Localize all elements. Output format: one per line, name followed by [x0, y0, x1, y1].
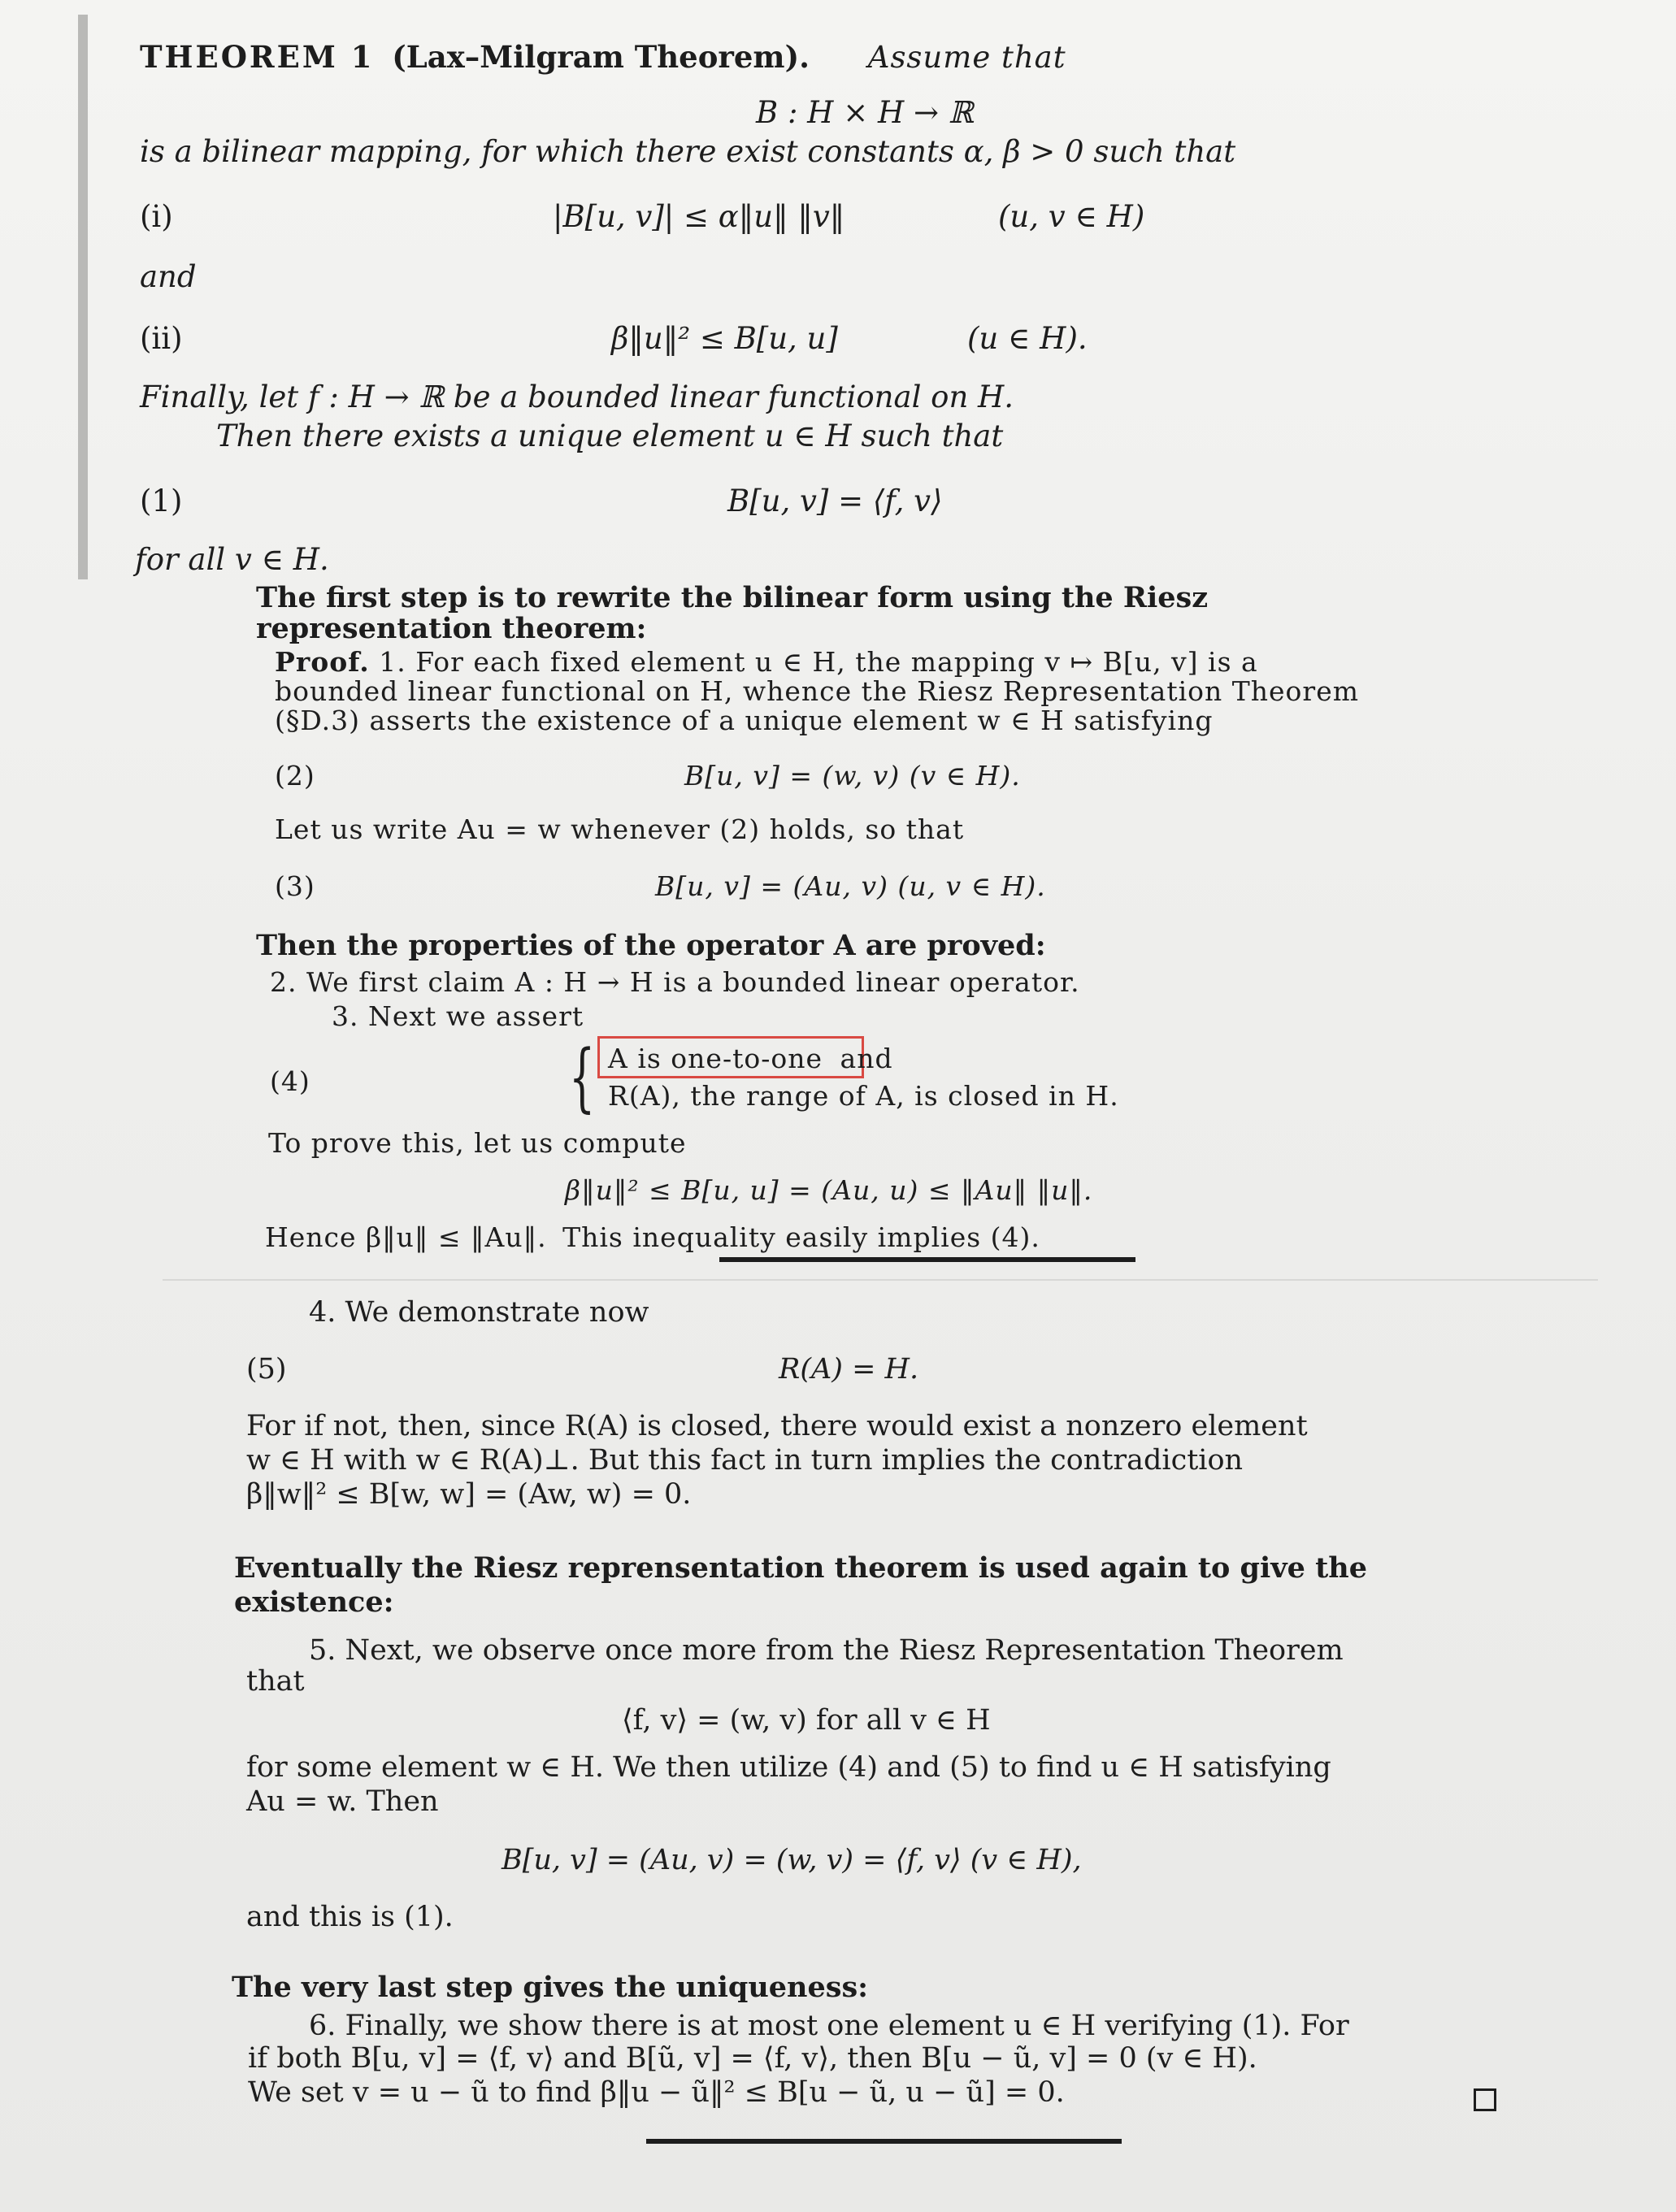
eq-chain: B[u, v] = (Au, v) = (w, v) = ⟨f, v⟩ (v ∈ H),	[501, 1844, 1082, 1876]
cond-ii-label: (ii)	[140, 321, 183, 356]
finally-line: Finally, let f : H → ℝ be a bounded linear functional on H.	[140, 380, 1014, 414]
hence-b: This inequality easily implies (4).	[562, 1221, 1040, 1253]
curly-brace: {	[569, 1034, 596, 1121]
eq1-expr: B[u, v] = ⟨f, v⟩	[727, 484, 943, 518]
proof-head: Proof.	[275, 646, 370, 678]
eq5-label: (5)	[246, 1353, 287, 1386]
step2-line: 2. We first claim A : H → H is a bounded linear operator.	[270, 966, 1080, 998]
theorem-name: (Lax–Milgram Theorem).	[392, 39, 810, 75]
existence-heading1: Eventually the Riesz reprensentation theorem is used again to give the	[234, 1551, 1367, 1585]
margin-bar	[78, 15, 88, 579]
proof-step1-line3: (§D.3) asserts the existence of a unique element w ∈ H satisfying	[275, 705, 1214, 736]
existence-text3: and this is (1).	[246, 1901, 454, 1933]
theorem-title	[140, 39, 1066, 75]
end-underline	[646, 2139, 1122, 2144]
for-all-line: for all v ∈ H.	[135, 542, 329, 577]
eq-fv: ⟨f, v⟩ = (w, v) for all v ∈ H	[622, 1704, 991, 1737]
mapping-expr: B : H × H → ℝ	[756, 95, 974, 130]
step5-line2: that	[246, 1665, 305, 1698]
section-divider	[163, 1279, 1598, 1281]
proof-p1a: 1. For each fixed element u ∈ H, the mapping v ↦ B[u, v] is a	[379, 646, 1258, 678]
step-rewrite-line1: The first step is to rewrite the bilinear form using the Riesz	[256, 581, 1209, 614]
eq4-label: (4)	[270, 1065, 310, 1097]
cond-ii-domain: (u ∈ H).	[967, 321, 1088, 356]
ineq-line: β‖u‖² ≤ B[u, u] = (Au, u) ≤ ‖Au‖ ‖u‖.	[565, 1174, 1093, 1206]
theorem-assume: Assume that	[867, 40, 1066, 75]
eq2-label: (2)	[275, 760, 315, 792]
step-rewrite-line2: representation theorem:	[256, 612, 647, 645]
then-line: Then there exists a unique element u ∈ H such that	[216, 419, 1004, 453]
step3-line: 3. Next we assert	[332, 1000, 584, 1032]
eq4-and: and	[840, 1043, 893, 1074]
step6-line3: We set v = u − ũ to find β‖u − ũ‖² ≤ B[u − ũ, u − ũ] = 0.	[248, 2076, 1065, 2109]
let-write-line: Let us write Au = w whenever (2) holds, so that	[275, 813, 965, 845]
cond-i-label: (i)	[140, 199, 173, 234]
step-props-heading: Then the properties of the operator A are proved:	[256, 929, 1046, 962]
step6-line1: 6. Finally, we show there is at most one element u ∈ H verifying (1). For	[309, 2010, 1349, 2042]
eq4-line1	[608, 1045, 893, 1072]
underline-mark	[719, 1257, 1135, 1262]
cond-ii-expr: β‖u‖² ≤ B[u, u]	[611, 321, 838, 356]
step4-text2: w ∈ H with w ∈ R(A)⊥. But this fact in turn implies the contradiction	[246, 1444, 1244, 1477]
existence-text1: for some element w ∈ H. We then utilize (4) and (5) to find u ∈ H satisfying	[246, 1751, 1331, 1784]
eq3-expr: B[u, v] = (Au, v) (u, v ∈ H).	[655, 870, 1046, 902]
step4-text3: β‖w‖² ≤ B[w, w] = (Aw, w) = 0.	[246, 1478, 692, 1511]
proof-step1-line1	[275, 646, 1258, 678]
hence-line	[265, 1221, 1040, 1253]
proof-step1-line2: bounded linear functional on H, whence the Riesz Representation Theorem	[275, 675, 1360, 707]
bilinear-line: is a bilinear mapping, for which there exist constants α, β > 0 such that	[140, 134, 1236, 169]
eq4-line2: R(A), the range of A, is closed in H.	[608, 1080, 1119, 1112]
qed-square-icon	[1474, 2088, 1496, 2111]
uniqueness-heading: The very last step gives the uniqueness:	[232, 1971, 869, 2004]
to-prove-line: To prove this, let us compute	[268, 1127, 687, 1159]
step4-text1: For if not, then, since R(A) is closed, there would exist a nonzero element	[246, 1410, 1308, 1442]
eq3-label: (3)	[275, 870, 315, 902]
existence-text2: Au = w. Then	[246, 1785, 439, 1818]
step4-line: 4. We demonstrate now	[309, 1296, 649, 1329]
eq5-expr: R(A) = H.	[779, 1353, 919, 1386]
eq2-expr: B[u, v] = (w, v) (v ∈ H).	[684, 760, 1021, 792]
step6-line2: if both B[u, v] = ⟨f, v⟩ and B[ũ, v] = ⟨f, v⟩, then B[u − ũ, v] = 0 (v ∈ H).	[248, 2042, 1257, 2075]
existence-heading2: existence:	[234, 1585, 394, 1619]
step5-line1: 5. Next, we observe once more from the Riesz Representation Theorem	[309, 1634, 1344, 1667]
hence-a: Hence β‖u‖ ≤ ‖Au‖.	[265, 1221, 547, 1253]
eq1-label: (1)	[140, 484, 183, 518]
eq4-boxed-text: A is one-to-one	[608, 1043, 823, 1074]
theorem-heading: THEOREM 1	[140, 39, 375, 75]
and-word: and	[140, 259, 197, 294]
cond-i-domain: (u, v ∈ H)	[998, 199, 1145, 234]
cond-i-expr: |B[u, v]| ≤ α‖u‖ ‖v‖	[553, 199, 845, 234]
